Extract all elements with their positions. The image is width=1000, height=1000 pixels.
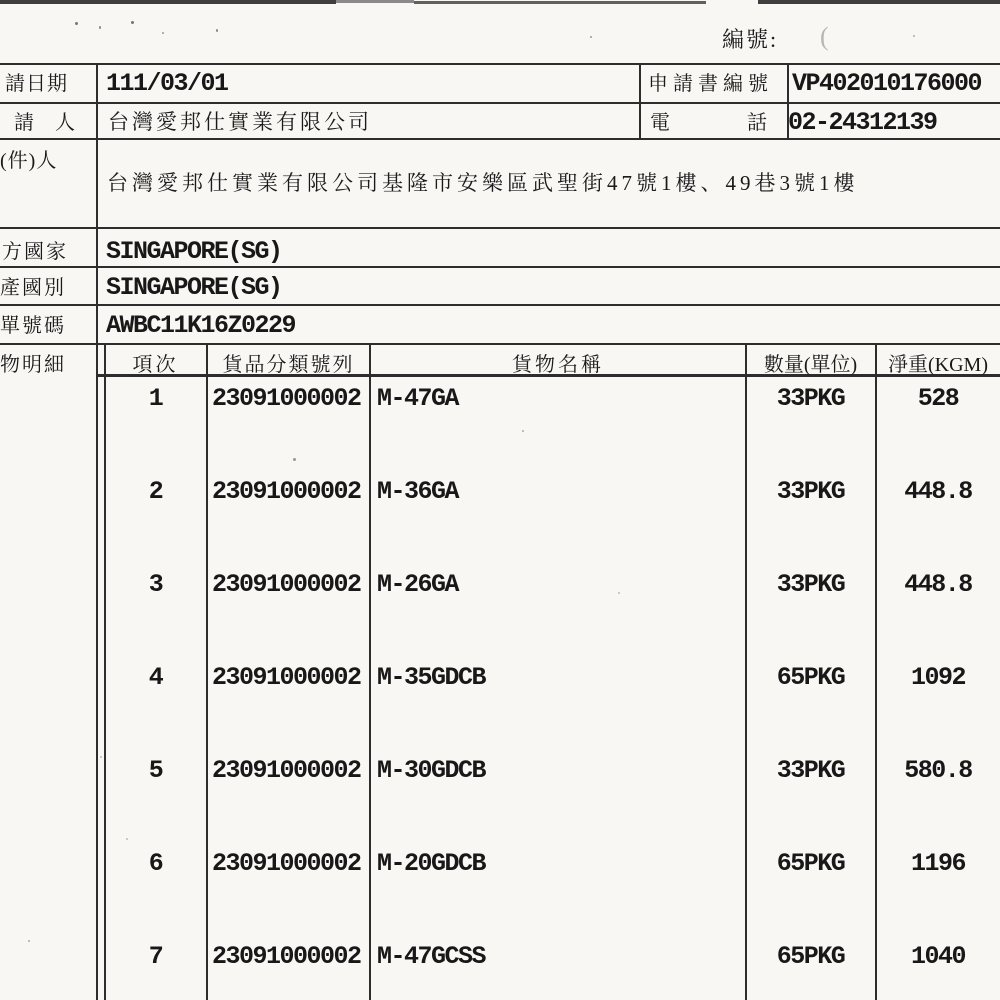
quantity: 33PKG xyxy=(776,756,845,785)
scan-artifact-top-band xyxy=(414,1,706,4)
item-row xyxy=(0,384,1000,414)
table-border-horizontal xyxy=(0,138,1000,140)
quantity: 33PKG xyxy=(776,570,845,599)
scan-speckle xyxy=(913,35,915,37)
table-border-horizontal xyxy=(0,304,1000,306)
goods-name: M-47GCSS xyxy=(377,942,486,971)
field-value-application-doc-number: VP402010176000 xyxy=(792,69,982,98)
net-weight: 580.8 xyxy=(904,756,972,785)
field-label-telephone: 電 話 xyxy=(650,112,768,134)
field-label-waybill-number: 單號碼 xyxy=(0,315,66,337)
classification-code: 23091000002 xyxy=(212,756,361,785)
field-label-application-date: 請日期 xyxy=(5,73,68,95)
scan-artifact-top-band xyxy=(0,0,336,4)
net-weight: 528 xyxy=(917,384,959,413)
net-weight: 1196 xyxy=(910,849,965,878)
goods-name: M-47GA xyxy=(377,384,459,413)
item-row xyxy=(0,477,1000,507)
item-row xyxy=(0,756,1000,786)
goods-name: M-36GA xyxy=(377,477,459,506)
goods-name: M-26GA xyxy=(377,570,459,599)
item-no: 4 xyxy=(148,663,163,692)
item-no: 7 xyxy=(148,942,163,971)
table-border-vertical xyxy=(639,63,641,140)
classification-code: 23091000002 xyxy=(212,663,361,692)
table-border-horizontal xyxy=(0,227,1000,229)
goods-name: M-30GDCB xyxy=(377,756,486,785)
field-value-applicant-company: 台灣愛邦仕實業有限公司 xyxy=(108,110,372,134)
field-value-telephone: 02-24312139 xyxy=(788,108,937,137)
scan-speckle xyxy=(126,838,128,840)
classification-code: 23091000002 xyxy=(212,384,361,413)
column-header-quantity-unit: 數量(單位) xyxy=(763,354,858,376)
field-label-recipient: (件)人 xyxy=(0,150,58,172)
net-weight: 448.8 xyxy=(904,570,972,599)
item-row xyxy=(0,849,1000,879)
scan-speckle xyxy=(522,430,524,432)
column-header-net-weight: 淨重(KGM) xyxy=(888,354,988,376)
classification-code: 23091000002 xyxy=(212,942,361,971)
field-value-destination-country: SINGAPORE(SG) xyxy=(106,237,282,266)
goods-name: M-35GDCB xyxy=(377,663,486,692)
quantity: 33PKG xyxy=(776,477,845,506)
scan-faint-mark: ( xyxy=(820,22,829,51)
item-row xyxy=(0,942,1000,972)
quantity: 65PKG xyxy=(776,663,845,692)
section-label-goods-detail: 物明細 xyxy=(0,354,66,376)
classification-code: 23091000002 xyxy=(212,570,361,599)
net-weight: 1040 xyxy=(910,942,965,971)
net-weight: 1092 xyxy=(910,663,965,692)
field-value-application-date: 111/03/01 xyxy=(106,69,228,98)
field-value-waybill-number: AWBC11K16Z0229 xyxy=(106,311,296,340)
scan-speckle xyxy=(75,22,78,25)
field-value-origin-country: SINGAPORE(SG) xyxy=(106,273,282,302)
column-header-item-no: 項次 xyxy=(132,354,179,376)
field-label-origin-country: 產國別 xyxy=(0,277,66,299)
net-weight: 448.8 xyxy=(904,477,972,506)
table-border-horizontal xyxy=(0,102,1000,104)
item-no: 6 xyxy=(148,849,163,878)
scan-artifact-top-band xyxy=(336,0,414,3)
classification-code: 23091000002 xyxy=(212,477,361,506)
quantity: 65PKG xyxy=(776,942,845,971)
scan-speckle xyxy=(99,26,101,29)
scan-speckle xyxy=(131,21,134,24)
quantity: 65PKG xyxy=(776,849,845,878)
serial-number-label: 編號: xyxy=(722,27,779,52)
goods-name: M-20GDCB xyxy=(377,849,486,878)
field-label-applicant: 請 人 xyxy=(14,112,76,134)
scan-artifact-top-band xyxy=(758,0,1000,4)
table-border-horizontal xyxy=(0,343,1000,345)
item-no: 1 xyxy=(148,384,163,413)
field-value-recipient-address: 台灣愛邦仕實業有限公司基隆市安樂區武聖街47號1樓、49巷3號1樓 xyxy=(107,171,859,195)
scan-speckle xyxy=(293,458,296,461)
scan-speckle xyxy=(216,29,218,32)
item-no: 3 xyxy=(148,570,163,599)
classification-code: 23091000002 xyxy=(212,849,361,878)
column-header-goods-name: 貨物名稱 xyxy=(512,354,604,376)
item-no: 5 xyxy=(148,756,163,785)
quantity: 33PKG xyxy=(776,384,845,413)
item-no: 2 xyxy=(148,477,163,506)
field-label-application-doc-number: 申請書編號 xyxy=(648,73,773,95)
scan-speckle xyxy=(590,36,592,38)
table-border-horizontal xyxy=(0,63,1000,65)
item-row xyxy=(0,663,1000,693)
field-label-destination-country: 方國家 xyxy=(2,241,68,263)
column-header-classification-code: 貨品分類號列 xyxy=(222,354,355,376)
scan-speckle xyxy=(162,32,164,34)
item-row xyxy=(0,570,1000,600)
